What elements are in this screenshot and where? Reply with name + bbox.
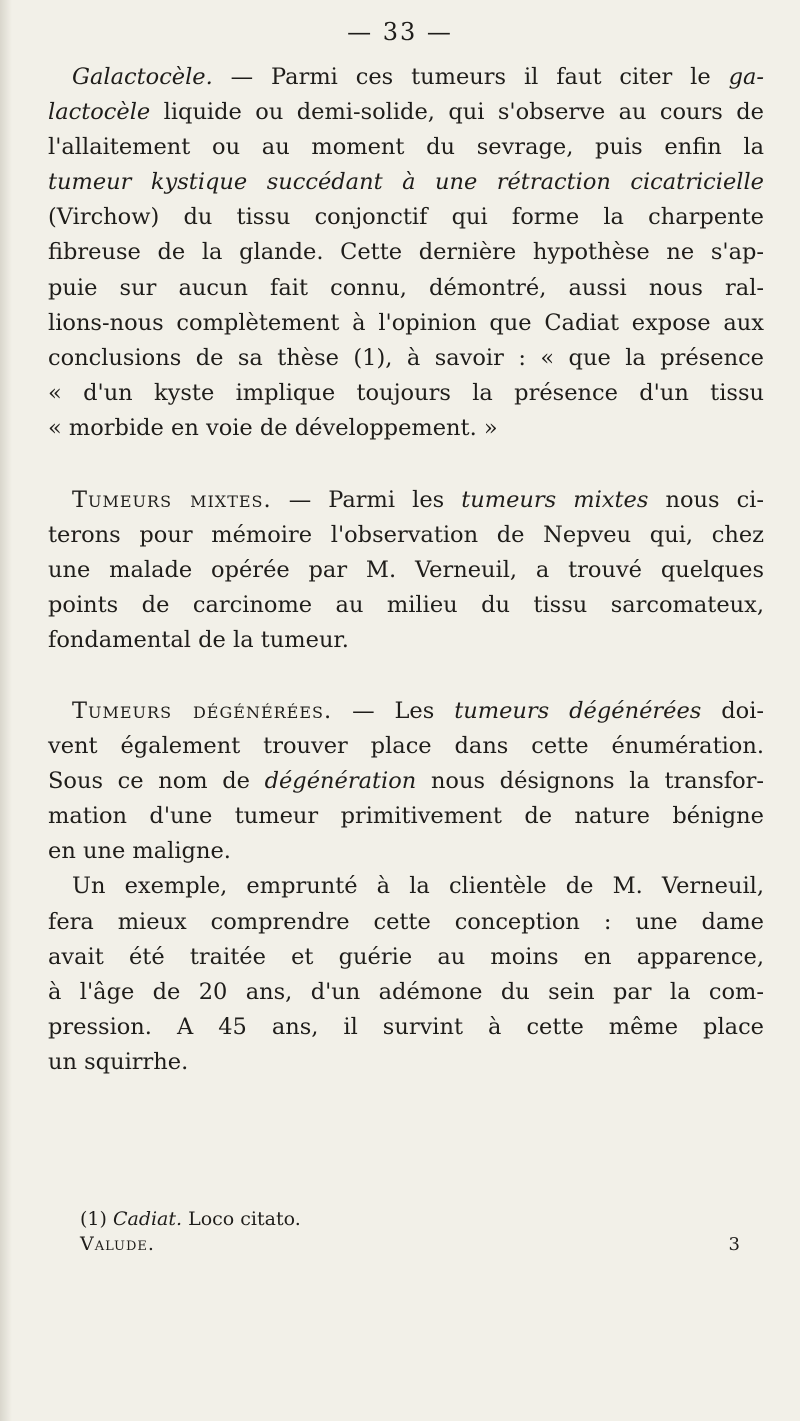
text-line: terons pour mémoire l'observation de Nepveu qui, chez [48, 522, 764, 549]
text-run: — Les [332, 698, 455, 724]
italic-term: ga- [728, 64, 764, 90]
section-title: Galactocèle. [72, 64, 213, 90]
text-line: un squirrhe. [48, 1048, 189, 1075]
italic-term: dégénération [264, 768, 417, 795]
text-line [48, 95, 764, 130]
text-run: doi- [701, 698, 765, 724]
text-line: « d'un kyste implique toujours la présence d'un tissu [48, 379, 764, 406]
text-line: « morbide en voie de développement. » [48, 414, 498, 441]
text-line: l'allaitement ou au moment du sevrage, puis enfin la [48, 134, 764, 161]
footnote-citation-text: Loco citato. [182, 1208, 301, 1230]
text-line: points de carcinome au milieu du tissu sarcomateux, [48, 592, 764, 619]
text-line [48, 764, 764, 799]
paragraph-tumeurs-mixtes [48, 483, 764, 658]
text-line: puie sur aucun fait connu, démontré, aussi nous ral- [48, 274, 764, 301]
text-line: conclusions de sa thèse (1), à savoir : « que la présence [48, 344, 764, 371]
page-edge-shadow [0, 0, 12, 1421]
text-line [48, 694, 764, 729]
text-line: lions-nous complètement à l'opinion que Cadiat expose aux [48, 309, 764, 336]
signature-author: Valude. [80, 1233, 155, 1255]
section-title: Tumeurs dégénérées. [72, 698, 333, 724]
section-title: Tumeurs mixtes. [72, 487, 272, 513]
text-line: à l'âge de 20 ans, d'un adémone du sein par la com- [48, 978, 764, 1005]
text-line: avait été traitée et guérie au moins en apparence, [48, 943, 764, 970]
text-line: tumeur kystique succédant à une rétraction cicatricielle [48, 169, 764, 196]
text-run: liquide ou demi-solide, qui s'observe au cours de [150, 99, 764, 126]
text-line [48, 483, 764, 518]
text-line: pression. A 45 ans, il survint à cette même place [48, 1013, 764, 1040]
footnote-marker: (1) [80, 1208, 113, 1230]
footnote-citation [80, 1207, 640, 1232]
signature-number: 3 [728, 1234, 740, 1255]
text-line: fera mieux comprendre cette conception : une dame [48, 908, 764, 935]
text-line: fondamental de la tumeur. [48, 627, 349, 654]
text-run: nous désignons la transfor- [416, 768, 764, 795]
italic-term: tumeurs mixtes [461, 487, 649, 513]
footnote-author: Cadiat. [112, 1208, 183, 1230]
text-run: nous ci- [648, 487, 764, 513]
text-line: (Virchow) du tissu conjonctif qui forme la charpente [48, 204, 764, 231]
text-run: — Parmi les [271, 487, 462, 513]
italic-term: lactocèle [48, 99, 151, 126]
text-line: Un exemple, emprunté à la clientèle de M. Verneuil, [72, 873, 764, 900]
text-run: — Parmi ces tumeurs il faut citer le [212, 64, 729, 90]
italic-term: tumeurs dégénérées [454, 698, 702, 724]
text-run: Sous ce nom de [48, 768, 265, 795]
text-line: fibreuse de la glande. Cette dernière hypothèse ne s'ap- [48, 239, 764, 266]
paragraph-tumeurs-degenerees [48, 694, 764, 1080]
text-line: une malade opérée par M. Verneuil, a trouvé quelques [48, 557, 764, 584]
text-line: vent également trouver place dans cette énumération. [48, 733, 764, 760]
text-line: mation d'une tumeur primitivement de nature bénigne [48, 803, 764, 830]
page-number: — 33 — [347, 18, 453, 46]
paragraph-galactocele [48, 60, 764, 446]
footnote [80, 1207, 740, 1257]
signature-row [80, 1232, 740, 1257]
text-line: en une maligne. [48, 838, 231, 865]
text-line [48, 60, 764, 95]
